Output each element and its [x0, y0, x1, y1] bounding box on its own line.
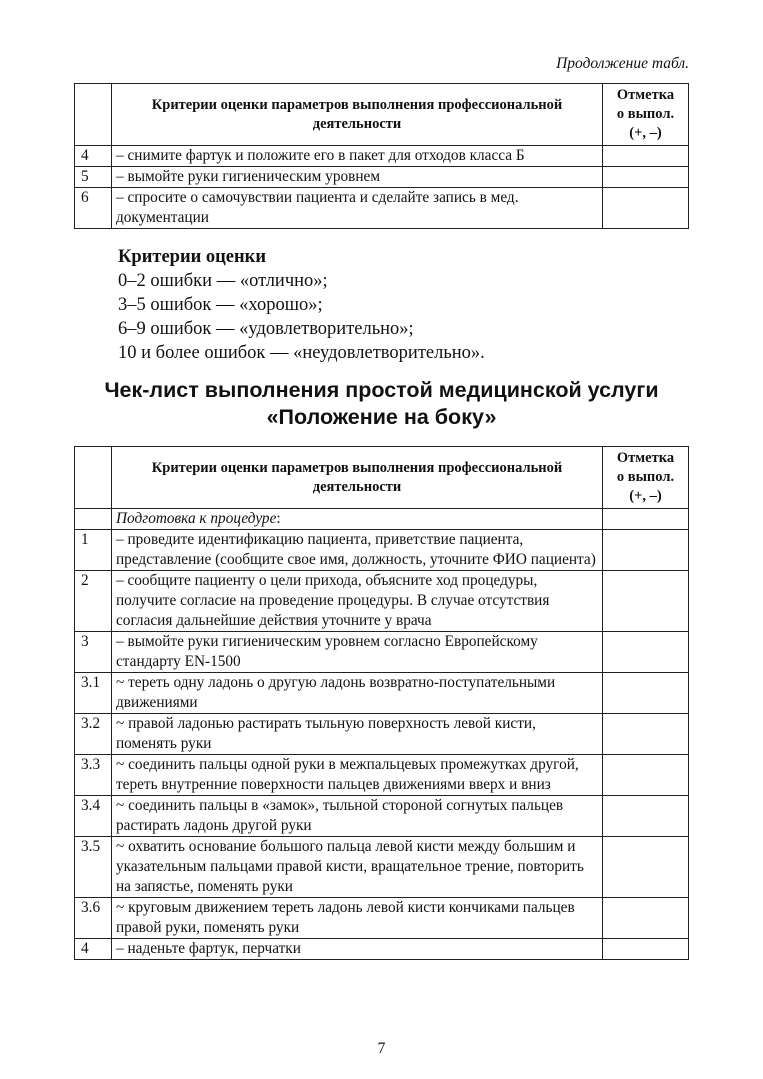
row-text: – проведите идентификацию пациента, приветствие пациента, представление (сообщите свое имя, должность, уточните ФИО пациента) [112, 530, 603, 571]
table-row [75, 837, 689, 898]
subheading-colon: : [276, 510, 281, 527]
row-text: – вымойте руки гигиеническим уровнем согласно Европейскому стандарту EN-1500 [112, 632, 603, 673]
subheading-text: Подготовка к процедуре [116, 510, 277, 527]
continuation-label: Продолжение табл. [556, 55, 689, 72]
grading-line: 3–5 ошибок — «хорошо»; [118, 295, 323, 315]
mark-cell[interactable] [603, 571, 689, 632]
header-mark-line: Отметка [616, 450, 675, 466]
grading-line: 0–2 ошибки — «отлично»; [118, 271, 328, 291]
section-subheading [112, 509, 603, 530]
mark-cell[interactable] [603, 188, 689, 229]
header-num-cell [75, 447, 112, 509]
row-number: 2 [75, 571, 112, 632]
table-header-row [75, 447, 689, 509]
table-row [75, 146, 689, 167]
row-number: 3.5 [75, 837, 112, 898]
header-mark-line: (+, –) [629, 125, 662, 141]
mark-cell[interactable] [603, 509, 689, 530]
row-number: 4 [75, 146, 112, 167]
table-row [75, 632, 689, 673]
row-text: ~ тереть одну ладонь о другую ладонь возвратно-поступательными движениями [112, 673, 603, 714]
mark-cell[interactable] [603, 146, 689, 167]
row-number: 3.2 [75, 714, 112, 755]
row-text: ~ охватить основание большого пальца левой кисти между большим и указательным пальцами правой кисти, вращательное трение, повторить на запястье, поменять руки [112, 837, 603, 898]
header-criteria: Критерии оценки параметров выполнения профессиональной деятельности [112, 447, 603, 509]
title-line: Чек-лист выполнения простой медицинской услуги [104, 378, 659, 402]
mark-cell[interactable] [603, 796, 689, 837]
header-num-cell [75, 84, 112, 146]
row-text: ~ соединить пальцы одной руки в межпальцевых промежутках другой, тереть внутренние поверхности пальцев движениями вверх и вниз [112, 755, 603, 796]
row-text: ~ круговым движением тереть ладонь левой кисти кончиками пальцев правой руки, поменять руки [112, 898, 603, 939]
table-row [75, 673, 689, 714]
table-row [75, 898, 689, 939]
row-text: – вымойте руки гигиеническим уровнем [112, 167, 603, 188]
table-row [75, 939, 689, 960]
row-text: ~ соединить пальцы в «замок», тыльной стороной согнутых пальцев растирать ладонь другой руки [112, 796, 603, 837]
mark-cell[interactable] [603, 714, 689, 755]
row-text: – наденьте фартук, перчатки [112, 939, 603, 960]
header-mark [603, 84, 689, 146]
row-number [75, 509, 112, 530]
mark-cell[interactable] [603, 167, 689, 188]
row-number: 4 [75, 939, 112, 960]
header-mark-line: о выпол. [616, 469, 675, 485]
checklist-title [0, 377, 763, 431]
header-mark-line: Отметка [616, 87, 675, 103]
checklist-table [74, 446, 689, 960]
row-text: ~ правой ладонью растирать тыльную поверхность левой кисти, поменять руки [112, 714, 603, 755]
table-header-row [75, 84, 689, 146]
table-row [75, 796, 689, 837]
row-text: – снимите фартук и положите его в пакет для отходов класса Б [112, 146, 603, 167]
table-row [75, 571, 689, 632]
row-number: 3.1 [75, 673, 112, 714]
header-mark-line: о выпол. [616, 106, 675, 122]
row-number: 1 [75, 530, 112, 571]
row-number: 3 [75, 632, 112, 673]
header-criteria: Критерии оценки параметров выполнения профессиональной деятельности [112, 84, 603, 146]
title-line: «Положение на боку» [266, 405, 497, 429]
header-mark [603, 447, 689, 509]
page-number: 7 [377, 1040, 386, 1057]
mark-cell[interactable] [603, 755, 689, 796]
grading-criteria [118, 245, 485, 365]
mark-cell[interactable] [603, 898, 689, 939]
grading-line: 10 и более ошибок — «неудовлетворительно». [118, 343, 485, 363]
row-number: 3.3 [75, 755, 112, 796]
header-mark-line: (+, –) [629, 488, 662, 504]
mark-cell[interactable] [603, 530, 689, 571]
row-text: – сообщите пациенту о цели прихода, объясните ход процедуры, получите согласие на проведение процедуры. В случае отсутствия согласия дальнейшие действия уточните у врача [112, 571, 603, 632]
table-row [75, 530, 689, 571]
grading-line: 6–9 ошибок — «удовлетворительно»; [118, 319, 414, 339]
mark-cell[interactable] [603, 939, 689, 960]
table-row [75, 188, 689, 229]
row-number: 3.6 [75, 898, 112, 939]
table-row [75, 714, 689, 755]
mark-cell[interactable] [603, 673, 689, 714]
table-row [75, 167, 689, 188]
row-number: 5 [75, 167, 112, 188]
mark-cell[interactable] [603, 632, 689, 673]
mark-cell[interactable] [603, 837, 689, 898]
criteria-table-continued [74, 83, 689, 229]
section-row [75, 509, 689, 530]
grading-heading: Критерии оценки [118, 247, 266, 267]
row-text: – спросите о самочувствии пациента и сделайте запись в мед. документации [112, 188, 603, 229]
table-row [75, 755, 689, 796]
row-number: 6 [75, 188, 112, 229]
row-number: 3.4 [75, 796, 112, 837]
